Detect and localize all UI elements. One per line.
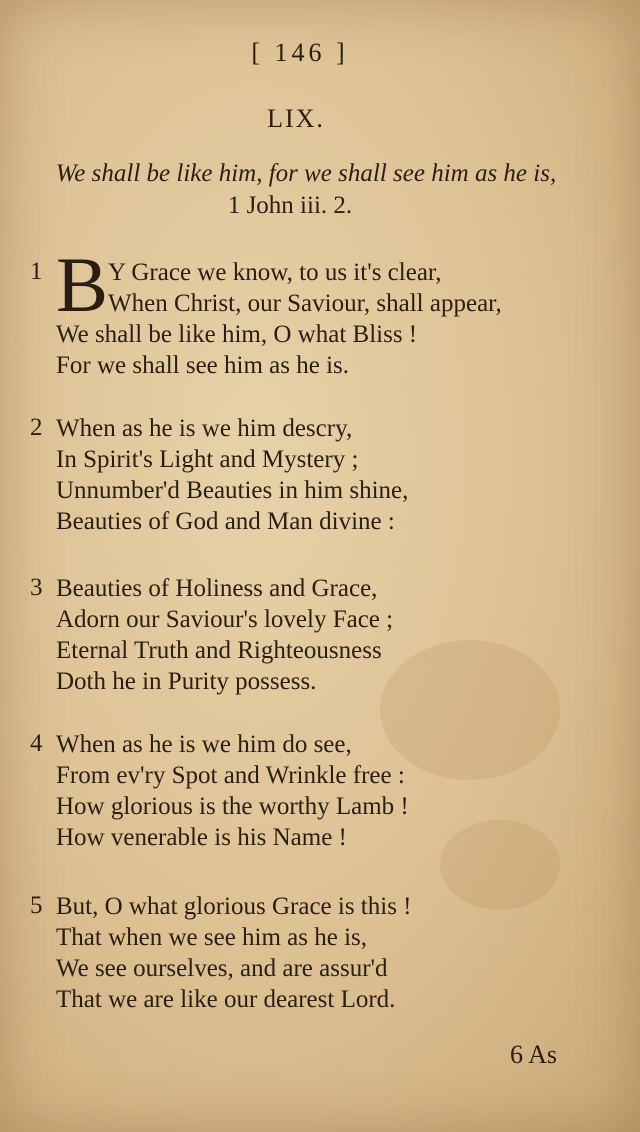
verse-line: Doth he in Purity possess. (56, 668, 317, 695)
verse-line: When Christ, our Saviour, shall appear, (108, 290, 502, 317)
stanza-number: 4 (30, 730, 43, 757)
verse-line: In Spirit's Light and Mystery ; (56, 446, 359, 473)
hymn-epigraph: We shall be like him, for we shall see him as he is, (55, 160, 557, 187)
verse-line: How venerable is his Name ! (56, 824, 347, 851)
stanza-number: 5 (30, 892, 43, 919)
stanza-5 (30, 892, 600, 1022)
verse-line: Eternal Truth and Righteousness (56, 637, 382, 664)
verse-line: We shall be like him, O what Bliss ! (56, 321, 418, 348)
verse-line: Beauties of Holiness and Grace, (56, 575, 378, 602)
catchword: 6 As (510, 1040, 557, 1069)
verse-line: Beauties of God and Man divine : (56, 508, 395, 535)
stanza-number: 3 (30, 574, 43, 601)
hymn-number: LIX. (267, 104, 325, 133)
scripture-reference: 1 John iii. 2. (227, 192, 353, 219)
stanza-number: 1 (30, 258, 43, 285)
verse-line: That we are like our dearest Lord. (56, 986, 396, 1013)
verse-line: That when we see him as he is, (56, 924, 368, 951)
verse-line: When as he is we him descry, (56, 415, 353, 442)
verse-line: But, O what glorious Grace is this ! (56, 893, 412, 920)
verse-line: From ev'ry Spot and Wrinkle free : (56, 762, 405, 789)
stanza-4 (30, 730, 600, 860)
drop-cap: B (56, 241, 109, 328)
page-number: [ 146 ] (251, 38, 349, 67)
stanza-2 (30, 414, 600, 544)
verse-line: When as he is we him do see, (56, 731, 352, 758)
verse-line: For we shall see him as he is. (56, 352, 350, 379)
stanza-1 (30, 241, 600, 388)
verse-line: We see ourselves, and are assur'd (56, 955, 388, 982)
verse-line: How glorious is the worthy Lamb ! (56, 793, 409, 820)
verse-line: Adorn our Saviour's lovely Face ; (56, 606, 394, 633)
verse-line: Y Grace we know, to us it's clear, (108, 259, 442, 286)
stanza-3 (30, 574, 600, 704)
stanza-number: 2 (30, 414, 43, 441)
verse-line: Unnumber'd Beauties in him shine, (56, 477, 409, 504)
